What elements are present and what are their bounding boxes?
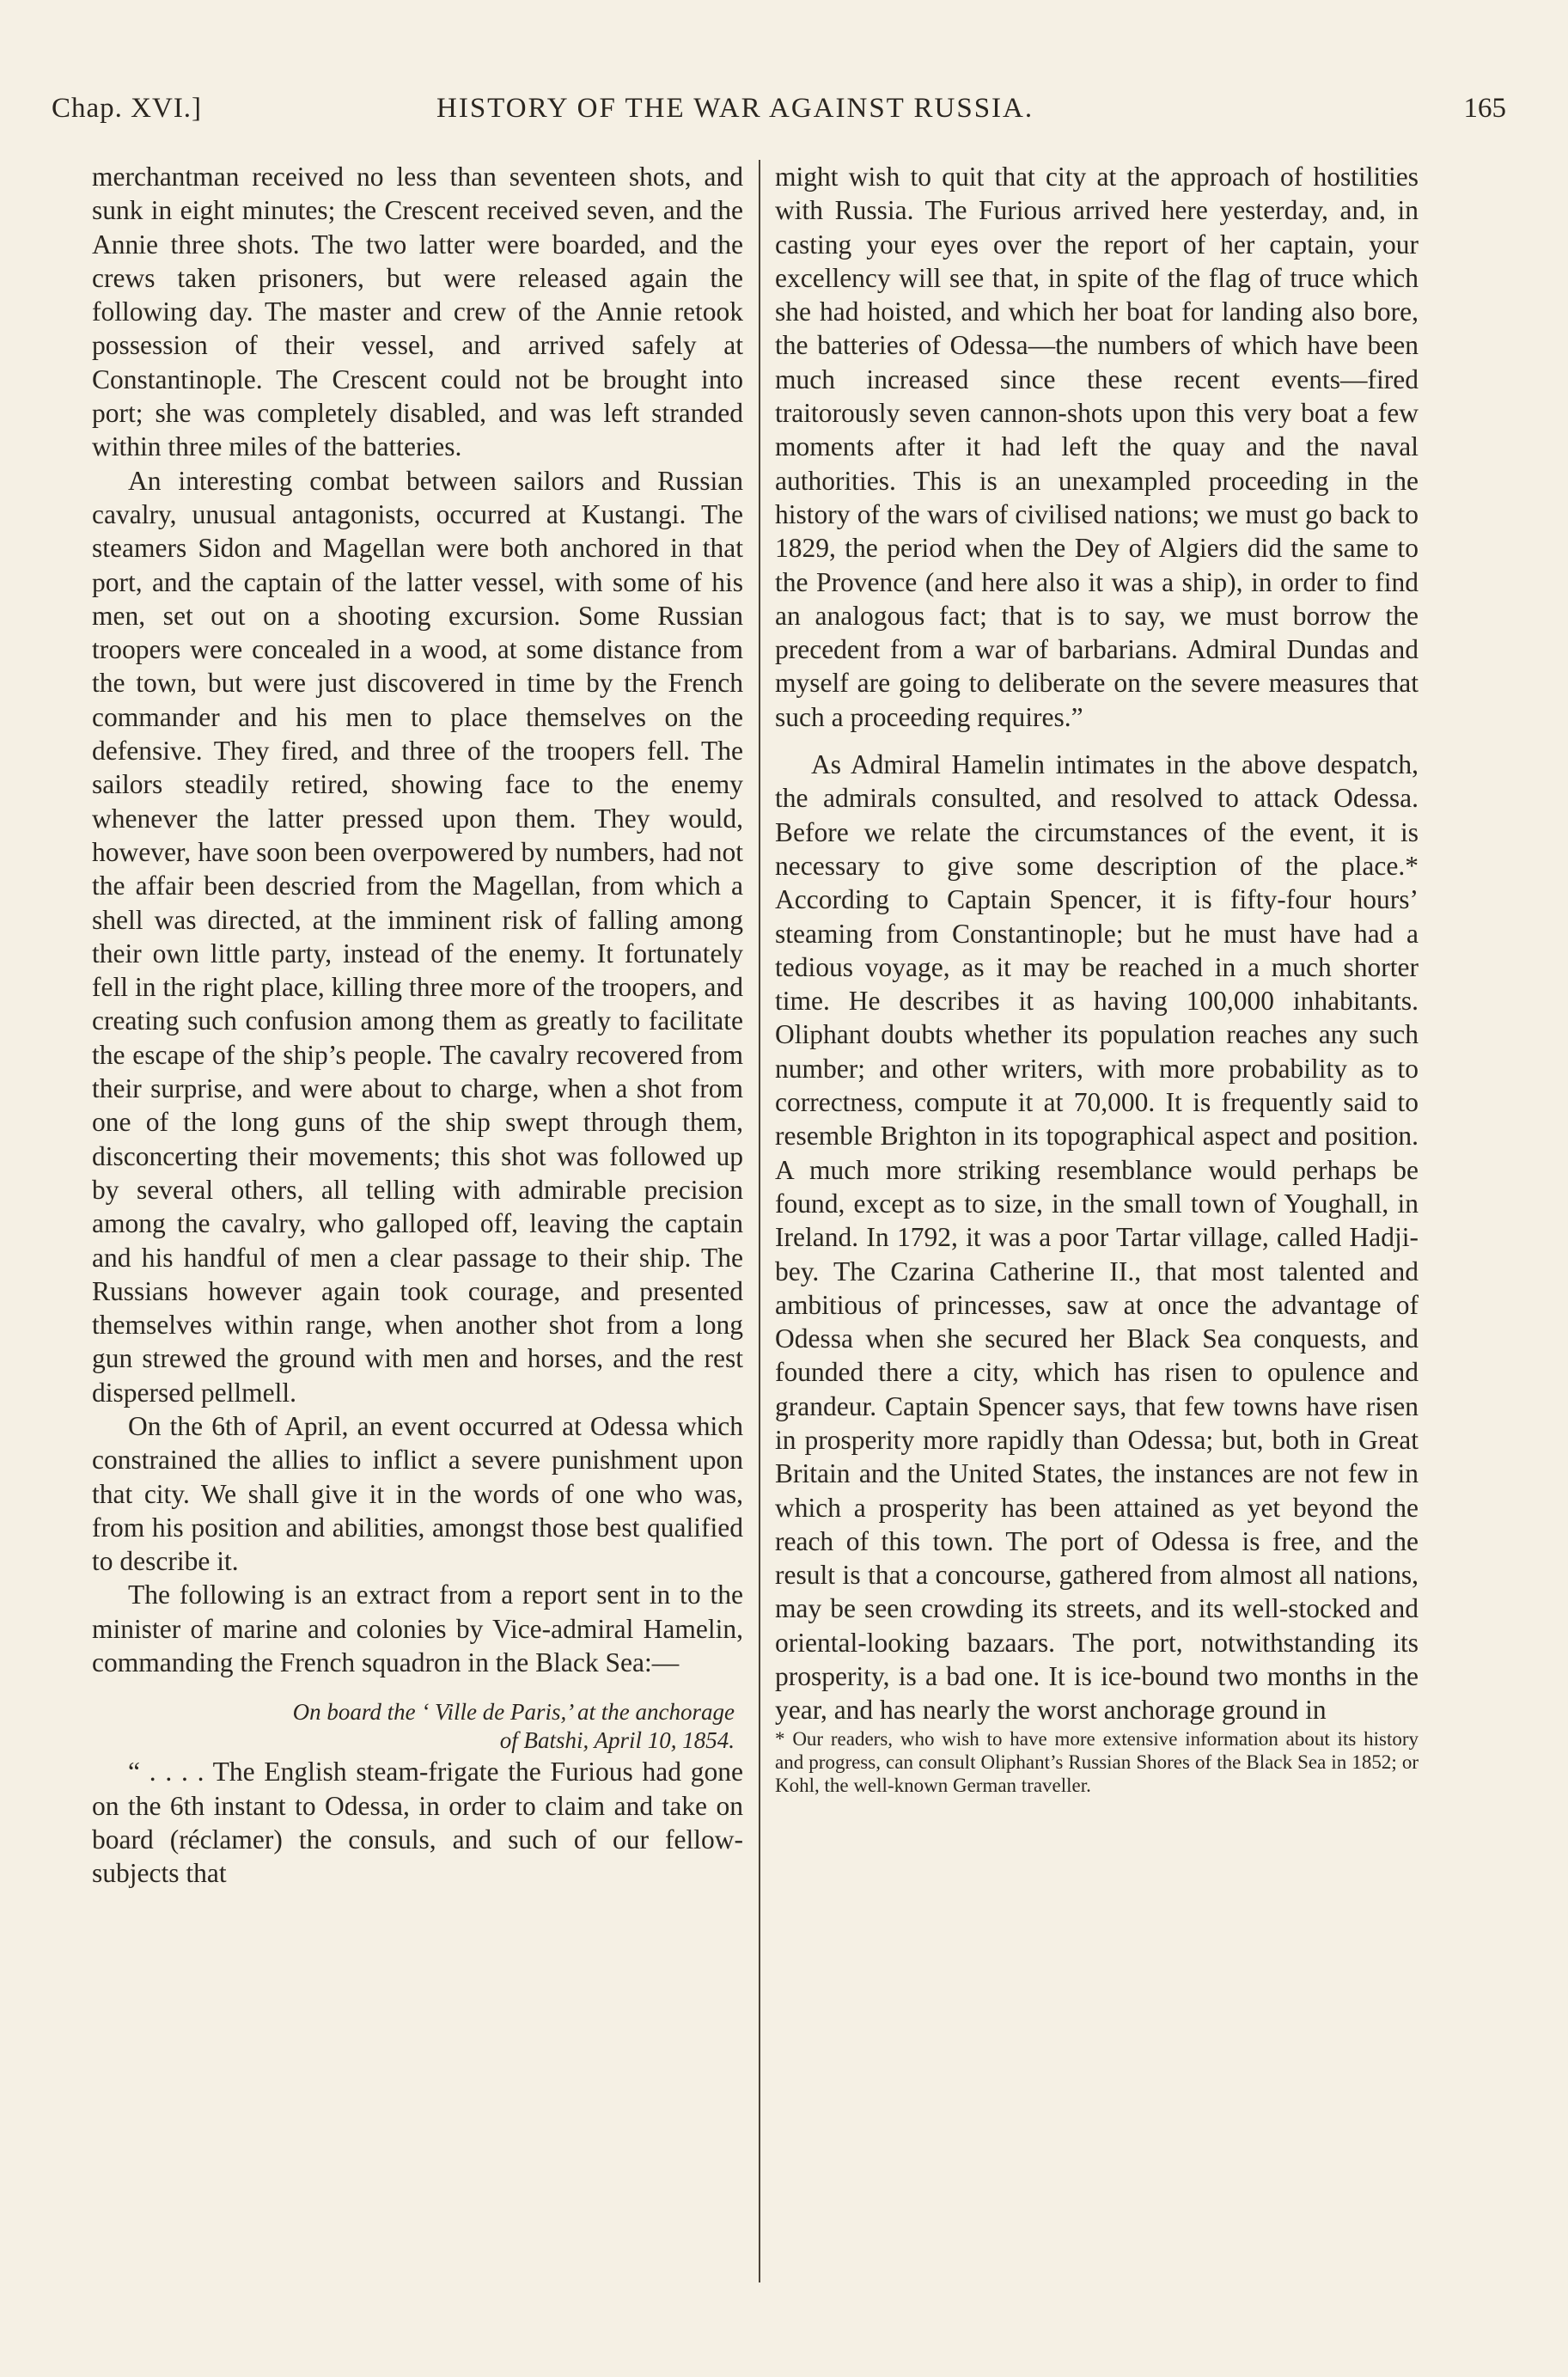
paragraph: On the 6th of April, an event occurred at Odessa which constrained the allies to inflict a severe punishment upon that city. We shall give it in the words of one who was, from his position and abilities, amongst those best qualified to describe it. bbox=[92, 1410, 743, 1577]
dateline-line: of Batshi, April 10, 1854. bbox=[499, 1727, 735, 1754]
running-title: HISTORY OF THE WAR AGAINST RUSSIA. bbox=[436, 93, 1034, 124]
paragraph: As Admiral Hamelin intimates in the above despatch, the admirals consulted, and resolved to attack Odessa. Before we relate the circumstances of the event, it is necessary to give some description of the place.* According to Captain Spencer, it is fifty-four hours’ steaming from Constantinople; but he must have had a tedious voyage, as it may be reached in a much shorter time. He describes it as having 100,000 inhabitants. Oliphant doubts whether its population reaches any such number; and other writers, with more probability as to correctness, compute it at 70,000. It is frequently said to resemble Brighton in its topographical aspect and position. A much more striking resemblance would perhaps be found, except as to size, in the small town of Youghall, in Ireland. In 1792, it was a poor Tartar village, called Hadji-bey. The Czarina Catherine II., that most talented and ambitious of princesses, saw at once the advantage of Odessa when she secured her Black Sea conquests, and founded there a city, which has risen to opulence and grandeur. Captain Spencer says, that few towns have risen in prosperity more rapidly than Odessa; but, both in Great Britain and the United States, the instances are not few in which a prosperity has been attained as yet beyond the reach of this town. The port of Odessa is free, and the result is that a concourse, gathered from almost all nations, may be seen crowding its streets, and its well-stocked and oriental-looking bazaars. The port, notwithstanding its prosperity, is a bad one. It is ice-bound two months in the year, and has nearly the worst anchorage ground in bbox=[775, 749, 1419, 1726]
paragraph: An interesting combat between sailors and Russian cavalry, unusual antagonists, occurred at Kustangi. The steamers Sidon and Magellan were both anchored in that port, and the captain of the latter vessel, with some of his men, set out on a shooting excursion. Some Russian troopers were concealed in a wood, at some distance from the town, but were just discovered in time by the French commander and his men to place themselves on the defensive. They fired, and three of the troopers fell. The sailors steadily retired, showing face to the enemy whenever the latter pressed upon them. They would, however, have soon been overpowered by numbers, had not the affair been descried from the Magellan, from which a shell was directed, at the imminent risk of falling among their own little party, instead of the enemy. It fortunately fell in the right place, killing three more of the troopers, and creating such confusion among them as greatly to facilitate the escape of the ship’s people. The cavalry recovered from their surprise, and were about to charge, when a shot from one of the long guns of the ship swept through them, disconcerting their movements; this shot was followed up by several others, all telling with admirable precision among the cavalry, who galloped off, leaving the captain and his handful of men a clear passage to their ship. The Russians however again took courage, and presented themselves within range, when another shot from a long gun strewed the ground with men and horses, and the rest dispersed pellmell. bbox=[92, 465, 743, 1408]
chapter-label: Chap. XVI.] bbox=[52, 93, 203, 124]
running-header bbox=[52, 93, 1506, 131]
paragraph: merchantman received no less than seventeen shots, and sunk in eight minutes; the Crescent received seven, and the Annie three shots. The two latter were boarded, and the crews taken prisoners, but were released again the following day. The master and crew of the Annie retook possession of their vessel, and arrived safely at Constantinople. The Crescent could not be brought into port; she was completely disabled, and was left stranded within three miles of the batteries. bbox=[92, 162, 743, 462]
letter-dateline bbox=[92, 1698, 743, 1755]
footnote: * Our readers, who wish to have more extensive information about its history and progress, can consult Oliphant’s Russian Shores of the Black Sea in 1852; or Kohl, the well-known German traveller. bbox=[775, 1727, 1419, 1796]
left-column bbox=[92, 160, 743, 1891]
dateline-line: On board the ‘ Ville de Paris,’ at the anchorage bbox=[292, 1699, 735, 1726]
quoted-report: “ . . . . The English steam-frigate the Furious had gone on the 6th instant to Odessa, in order to claim and take on board (réclamer) the consuls, and such of our fellow-subjects that bbox=[92, 1757, 743, 1889]
paragraph: The following is an extract from a report sent in to the minister of marine and colonies by Vice-admiral Hamelin, commanding the French squadron in the Black Sea:— bbox=[92, 1580, 743, 1678]
paragraph: might wish to quit that city at the approach of hostilities with Russia. The Furious arrived here yesterday, and, in casting your eyes over the report of her captain, your excellency will see that, in spite of the flag of truce which she had hoisted, and which her boat for landing also bore, the batteries of Odessa—the numbers of which have been much increased since these recent events—fired traitorously seven cannon-shots upon this very boat a few moments after it had left the quay and the naval authorities. This is an unexampled proceeding in the history of the wars of civilised nations; we must go back to 1829, the period when the Dey of Algiers did the same to the Provence (and here also it was a ship), in order to find an analogous fact; that is to say, we must borrow the precedent from a war of barbarians. Admiral Dundas and myself are going to deliberate on the severe measures that such a proceeding requires.” bbox=[775, 162, 1419, 732]
column-divider bbox=[759, 160, 760, 2282]
page-number: 165 bbox=[1463, 93, 1506, 124]
right-column bbox=[775, 160, 1419, 1797]
